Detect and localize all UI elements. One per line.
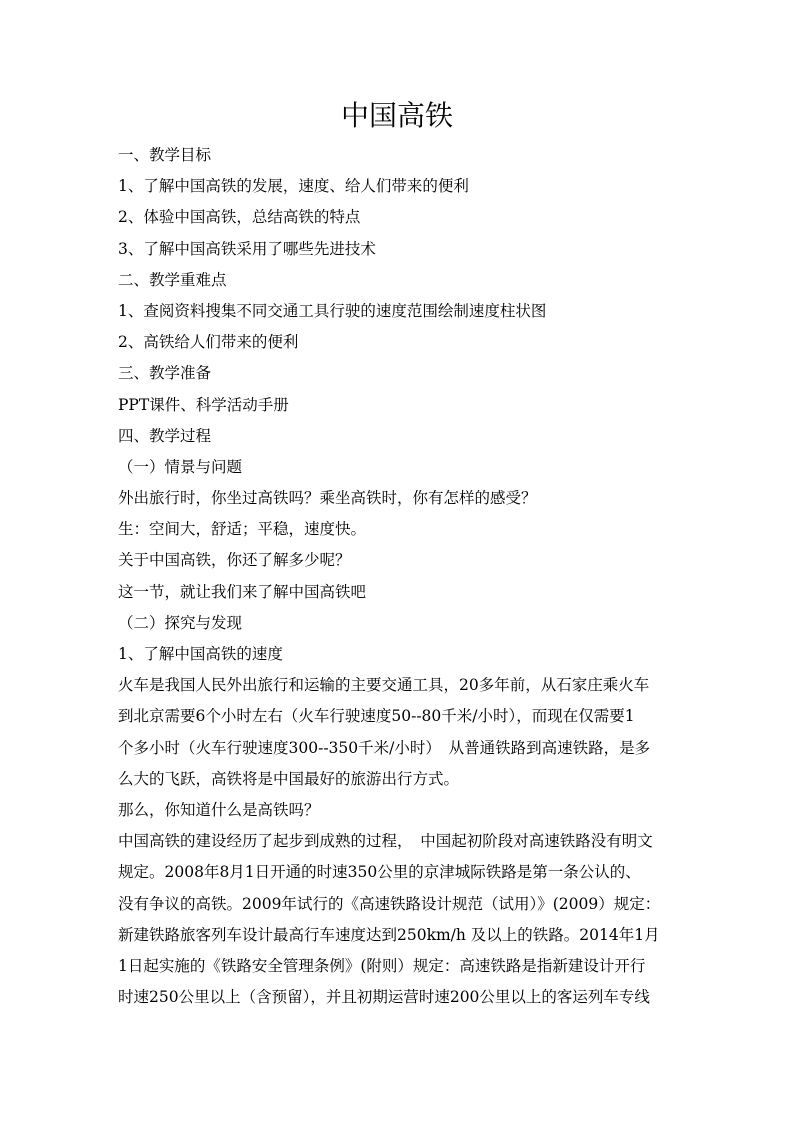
paragraph-definition-line: 没有争议的高铁。2009年试行的《高速铁路设计规范（试用）》(2009）规定： xyxy=(118,894,661,913)
paragraph-speed-line: 么大的飞跃，高铁将是中国最好的旅游出行方式。 xyxy=(118,769,460,788)
question-line: 那么，你知道什么是高铁吗？ xyxy=(118,800,320,819)
subsection-heading-explore: （二）探究与发现 xyxy=(118,613,243,632)
section-heading-key-points: 二、教学重难点 xyxy=(118,270,227,289)
paragraph-speed-line: 到北京需要6个小时左右（火车行驶速度50--80千米/小时），而现在仅需要1 xyxy=(118,707,635,726)
section-heading-objectives: 一、教学目标 xyxy=(118,146,212,164)
paragraph-definition-line: 时速250公里以上（含预留），并且初期运营时速200公里以上的客运列车专线 xyxy=(118,988,650,1007)
key-point-item: 1、查阅资料搜集不同交通工具行驶的速度范围绘制速度柱状图 xyxy=(118,301,547,320)
objective-item: 2、体验中国高铁，总结高铁的特点 xyxy=(118,208,361,227)
section-heading-process: 四、教学过程 xyxy=(118,426,212,445)
key-point-item: 2、高铁给人们带来的便利 xyxy=(118,333,299,352)
document-title: 中国高铁 xyxy=(340,99,453,132)
paragraph-definition-line: 1日起实施的《铁路安全管理条例》(附则）规定：高速铁路是指新建设计开行 xyxy=(118,956,646,975)
text-line: 生：空间大，舒适；平稳，速度快。 xyxy=(118,520,367,539)
preparation-item: PPT课件、科学活动手册 xyxy=(118,395,289,414)
paragraph-speed-line: 个多小时（火车行驶速度300--350千米/小时） 从普通铁路到高速铁路，是多 xyxy=(118,738,651,757)
text-line: 关于中国高铁，你还了解多少呢？ xyxy=(118,551,351,570)
section-heading-preparation: 三、教学准备 xyxy=(118,364,212,383)
paragraph-definition-line: 规定。2008年8月1日开通的时速350公里的京津城际铁路是第一条公认的、 xyxy=(118,863,641,882)
text-line: 外出旅行时，你坐过高铁吗？乘坐高铁时，你有怎样的感受？ xyxy=(118,489,537,508)
topic-heading-speed: 1、了解中国高铁的速度 xyxy=(118,645,283,663)
document-body xyxy=(118,140,676,1013)
objective-item: 1、了解中国高铁的发展，速度、给人们带来的便利 xyxy=(118,177,469,196)
subsection-heading-scenario: （一）情景与问题 xyxy=(118,457,243,476)
objective-item: 3、了解中国高铁采用了哪些先进技术 xyxy=(118,239,376,258)
text-line: 这一节，就让我们来了解中国高铁吧 xyxy=(118,582,367,601)
paragraph-definition-line: 新建铁路旅客列车设计最高行车速度达到250km/h 及以上的铁路。2014年1月 xyxy=(118,925,660,944)
paragraph-speed-line: 火车是我国人民外出旅行和运输的主要交通工具，20多年前，从石家庄乘火车 xyxy=(118,676,650,695)
paragraph-definition-line: 中国高铁的建设经历了起步到成熟的过程， 中国起初阶段对高速铁路没有明文 xyxy=(118,832,653,851)
